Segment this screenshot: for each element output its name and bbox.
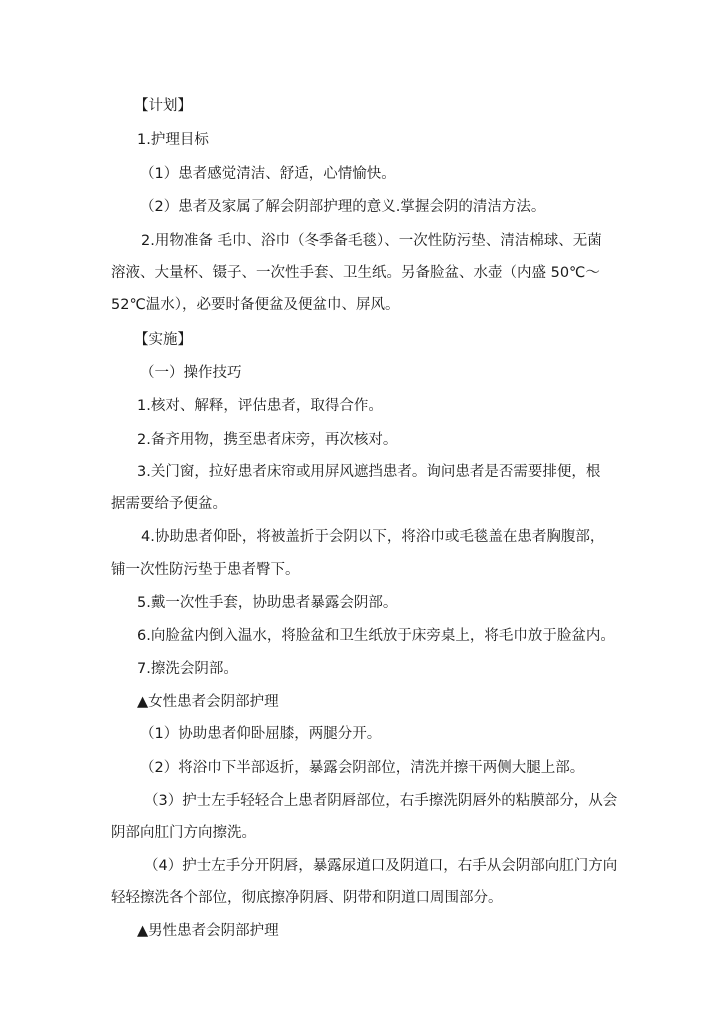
supplies-line-1: 2.用物准备 毛巾、浴巾（冬季备毛毯）、一次性防污垫、清洁棉球、无菌 [141, 233, 602, 249]
female-step-4-line-2: 轻轻擦洗各个部位，彻底擦净阴唇、阴带和阴道口周围部分。 [111, 890, 503, 906]
female-step-4-line-1: （4）护士左手分开阴唇，暴露尿道口及阴道口，右手从会阴部向肛门方向 [144, 858, 618, 874]
goal-item-1: （1）患者感觉清洁、舒适，心情愉快。 [140, 166, 396, 182]
implementation-heading: 【实施】 [134, 332, 192, 348]
step-6: 6.向脸盆内倒入温水，将脸盆和卫生纸放于床旁桌上，将毛巾放于脸盆内。 [137, 628, 615, 644]
operation-skills-heading: （一）操作技巧 [140, 365, 242, 381]
supplies-line-2: 溶液、大量杯、镊子、一次性手套、卫生纸。另备脸盆、水壶（内盛 50℃～ [111, 265, 600, 281]
female-step-2: （2）将浴巾下半部返折，暴露会阴部位，清洗并擦干两侧大腿上部。 [140, 760, 585, 776]
step-3-line-1: 3.关门窗，拉好患者床帘或用屏风遮挡患者。询问患者是否需要排便，根 [137, 464, 601, 480]
step-5: 5.戴一次性手套，协助患者暴露会阴部。 [137, 595, 398, 611]
male-care-heading: ▲男性患者会阴部护理 [137, 923, 279, 939]
step-4-line-1: 4.协助患者仰卧，将被盖折于会阴以下，将浴巾或毛毯盖在患者胸腹部， [141, 529, 605, 545]
supplies-line-3: 52℃温水），必要时备便盆及便盆巾、屏风。 [111, 297, 400, 313]
goal-item-2: （2）患者及家属了解会阴部护理的意义.掌握会阴的清洁方法。 [140, 199, 546, 215]
female-step-3-line-1: （3）护士左手轻轻合上患者阴唇部位，右手擦洗阴唇外的粘膜部分，从会 [144, 793, 618, 809]
nursing-goal-title: 1.护理目标 [137, 132, 209, 148]
female-care-heading: ▲女性患者会阴部护理 [137, 694, 279, 710]
step-2: 2.备齐用物，携至患者床旁，再次核对。 [137, 432, 398, 448]
step-7: 7.擦洗会阴部。 [137, 661, 238, 677]
step-3-line-2: 据需要给予便盆。 [111, 496, 227, 512]
female-step-1: （1）协助患者仰卧屈膝，两腿分开。 [140, 726, 382, 742]
step-4-line-2: 铺一次性防污垫于患者臀下。 [111, 562, 300, 578]
female-step-3-line-2: 阴部向肛门方向擦洗。 [111, 825, 256, 841]
plan-heading: 【计划】 [134, 98, 192, 114]
step-1: 1.核对、解释，评估患者，取得合作。 [137, 398, 383, 414]
